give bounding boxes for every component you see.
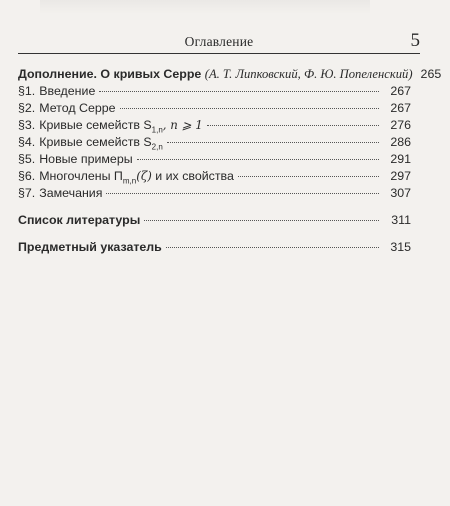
section-number: §4.	[18, 135, 36, 149]
table-of-contents	[18, 67, 442, 257]
subscript: 2,n	[151, 142, 163, 152]
section-number: §5.	[18, 152, 36, 166]
section-number: §6.	[18, 169, 36, 183]
section-number: §7.	[18, 186, 36, 200]
toc-page-number: 311	[391, 213, 411, 227]
math-expression: (ζ)	[136, 169, 152, 183]
section-number: §3.	[18, 118, 36, 132]
dot-leader	[106, 193, 379, 194]
subscript: m,n	[122, 176, 137, 186]
previous-page-bleed	[40, 0, 370, 14]
toc-page-number: 267	[390, 84, 411, 98]
toc-entry-appendix[interactable]	[18, 67, 442, 84]
toc-entry-label: Новые примеры	[39, 152, 133, 166]
toc-entry-subject-index[interactable]	[18, 240, 411, 257]
toc-entry-section-7[interactable]	[18, 186, 411, 203]
toc-entry-label: Предметный указатель	[18, 240, 162, 254]
header-title: Оглавление	[184, 34, 254, 49]
spacer	[18, 203, 411, 213]
spacer	[18, 230, 411, 240]
toc-entry-section-2[interactable]	[18, 101, 411, 118]
toc-entry-label: Многочлены $\Pi_{m,n}(\zeta)$ и их свойства	[39, 169, 234, 186]
toc-entry-label: Кривые семейств $S_{2,n}$	[39, 135, 163, 152]
dot-leader	[207, 125, 379, 126]
page-number: 5	[410, 30, 420, 51]
section-number: §1.	[18, 84, 36, 98]
toc-entry-section-6[interactable]	[18, 169, 411, 186]
toc-page-number: 315	[390, 240, 411, 254]
toc-page-number: 291	[390, 152, 411, 166]
toc-page-number: 276	[390, 118, 411, 132]
toc-page-number: 297	[390, 169, 411, 183]
dot-leader	[167, 142, 379, 143]
toc-entry-section-4[interactable]	[18, 135, 411, 152]
toc-page-number: 307	[390, 186, 411, 200]
toc-page-number: 265	[420, 67, 442, 81]
toc-entry-label: Кривые семейств $S_{1,n}$, n ⩾ 1	[39, 118, 203, 135]
dot-leader	[137, 159, 379, 160]
toc-entry-label: Введение	[39, 84, 96, 98]
section-number: §2.	[18, 101, 36, 115]
dot-leader	[120, 108, 379, 109]
toc-entry-label: Метод Серре	[39, 101, 116, 115]
toc-entry-label: Список литературы	[18, 213, 141, 227]
dot-leader	[238, 176, 379, 177]
dot-leader	[99, 91, 379, 92]
toc-entry-label: Замечания	[39, 186, 103, 200]
subscript: 1,n	[151, 125, 163, 135]
authors: (А. Т. Липковский, Ф. Ю. Попеленский)	[204, 67, 413, 81]
toc-entry-section-1[interactable]	[18, 84, 411, 101]
dot-leader	[166, 247, 379, 248]
toc-page-number: 286	[390, 135, 411, 149]
toc-entry-bibliography[interactable]	[18, 213, 411, 230]
toc-entry-section-3[interactable]	[18, 118, 411, 135]
dot-leader	[144, 220, 379, 221]
toc-page-number: 267	[390, 101, 411, 115]
toc-entry-section-5[interactable]	[18, 152, 411, 169]
running-header	[18, 31, 420, 54]
toc-entry-label: Дополнение. О кривых Серре (А. Т. Липковский, Ф. Ю. Попеленский)	[18, 67, 413, 81]
math-expression: , n ⩾ 1	[162, 118, 203, 132]
